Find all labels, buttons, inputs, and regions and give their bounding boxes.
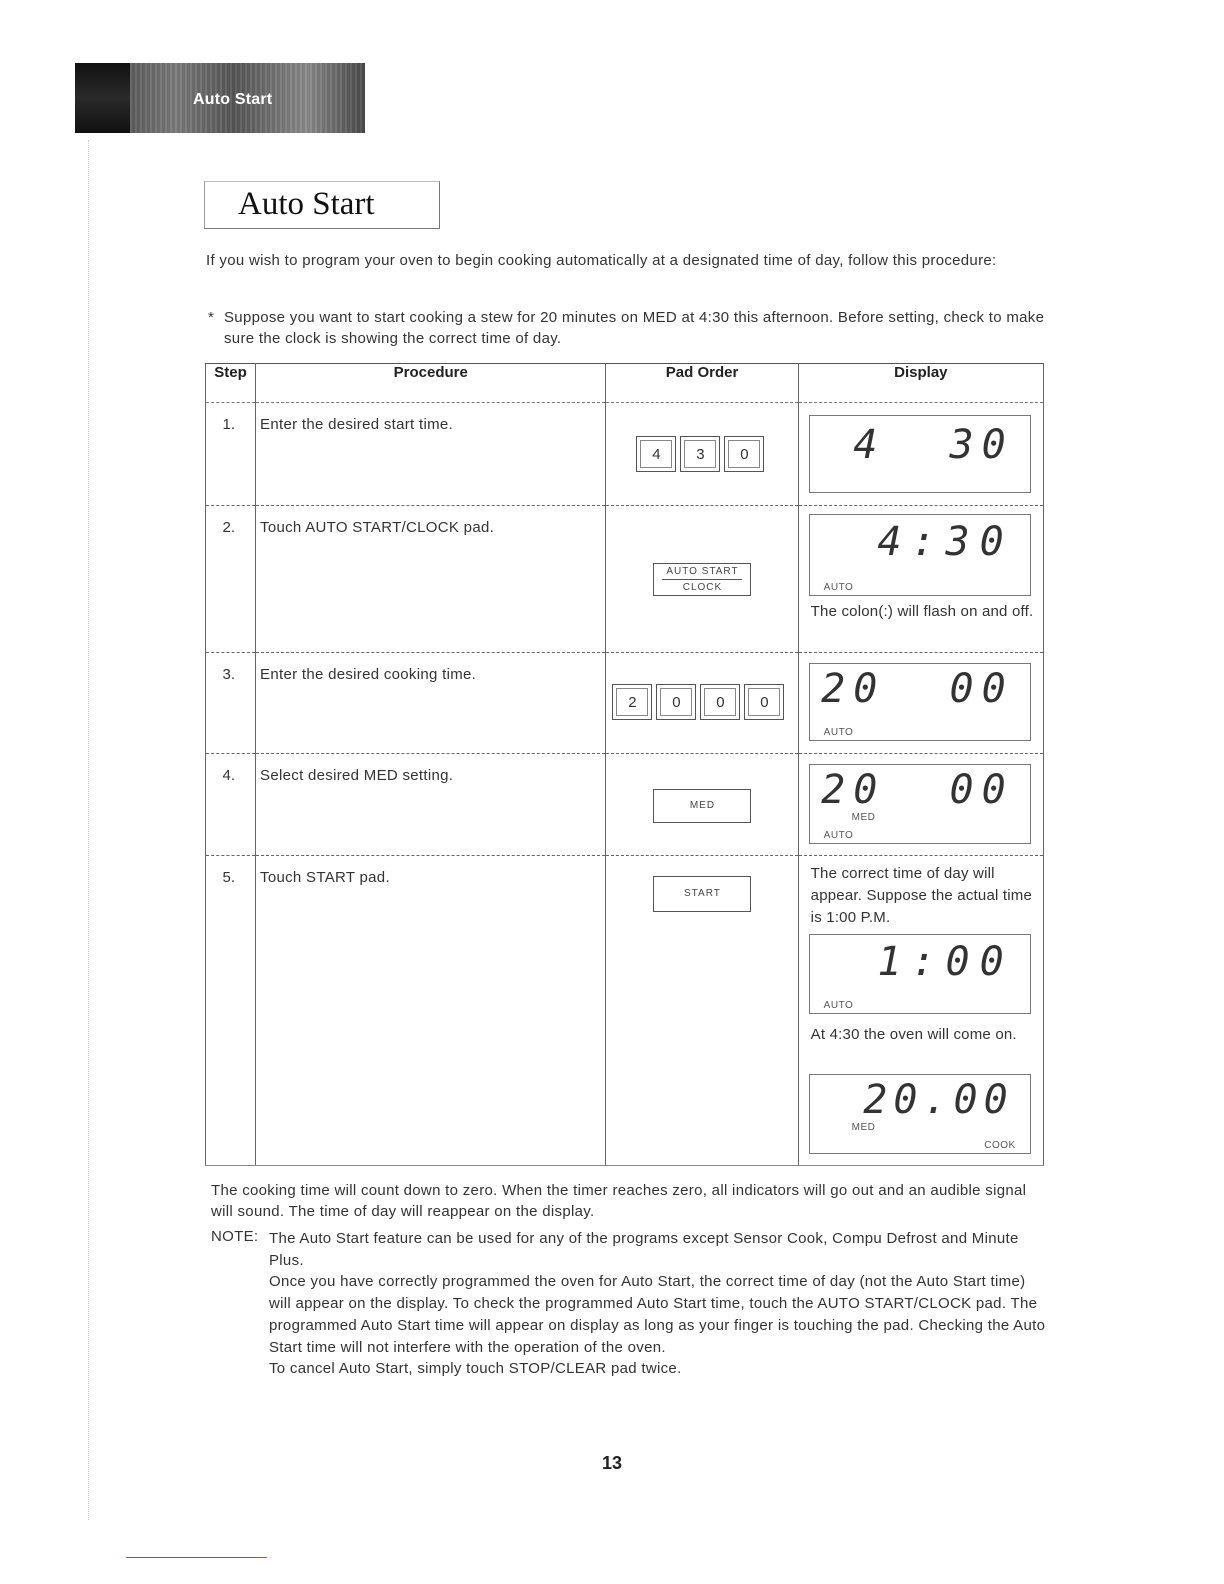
lcd-digits: 4:30 [877,519,1014,565]
display-cell [798,856,1043,1166]
pad-label-top: AUTO START [662,564,742,580]
lcd-display [809,415,1031,493]
step-number: 2. [222,519,236,536]
lcd-display [809,663,1031,741]
procedure-cell [256,754,606,856]
step-number-cell [206,653,256,754]
lcd-digits: 4 30 [853,422,1014,468]
lcd-med-indicator: MED [851,812,876,823]
note-line: The Auto Start feature can be used for any of the programs except Sensor Cook, Compu Defrost and Minute Plus. [269,1230,1019,1269]
display-cell [798,403,1043,506]
procedure-table [205,363,1044,1166]
number-key: 0 [700,684,740,720]
step-number-cell [206,754,256,856]
step-number: 4. [222,767,236,784]
step-number-cell [206,506,256,653]
header-step: Step [206,364,256,403]
step-number: 5. [222,869,236,886]
lcd-display [809,1074,1031,1154]
pad-order-cell [606,506,798,653]
page-title: Auto Start [238,186,375,222]
lcd-digits: 20 00 [821,666,1014,712]
footer-rule [126,1557,267,1558]
lcd-auto-indicator: AUTO [823,830,854,841]
pad-order-cell [606,653,798,754]
number-key: 0 [744,684,784,720]
intro-paragraph: If you wish to program your oven to begin cooking automatically at a designated time of day, follow this procedure: [206,252,997,269]
example-text: Suppose you want to start cooking a stew for 20 minutes on MED at 4:30 this afternoon. Before setting, check to make sure the clock is showing the correct time of day. [224,309,1045,347]
lcd-auto-indicator: AUTO [823,1000,854,1011]
lcd-display [809,514,1031,596]
step-number-cell [206,403,256,506]
number-key: 2 [612,684,652,720]
procedure-text: Enter the desired start time. [260,416,453,433]
countdown-paragraph: The cooking time will count down to zero. When the timer reaches zero, all indicators will go out and an audible signal will sound. The time of day will reappear on the display. [211,1182,1027,1220]
page-edge-dots [88,140,90,1520]
lcd-display [809,764,1031,844]
start-pad: START [653,876,751,912]
step-number-cell [206,856,256,1166]
display-note: At 4:30 the oven will come on. [810,1026,1017,1043]
header-procedure: Procedure [256,364,606,403]
procedure-cell [256,653,606,754]
procedure-cell [256,506,606,653]
note-label: NOTE: [211,1228,259,1245]
number-key: 4 [636,436,676,472]
procedure-cell [256,403,606,506]
lcd-digits: 1:00 [877,939,1014,985]
lcd-cook-indicator: COOK [984,1140,1016,1151]
table-row [206,754,1044,856]
lcd-display [809,934,1031,1014]
table-row [206,403,1044,506]
procedure-text: Enter the desired cooking time. [260,666,477,683]
lcd-med-indicator: MED [851,1122,876,1133]
banner-dark-block [75,63,130,133]
table-row [206,856,1044,1166]
procedure-cell [256,856,606,1166]
auto-start-clock-pad [653,563,751,596]
bullet-asterisk: * [208,309,215,326]
step-number: 1. [222,416,236,433]
procedure-text: Select desired MED setting. [260,767,454,784]
pad-order-cell [606,403,798,506]
lcd-auto-indicator: AUTO [823,582,854,593]
note-line: To cancel Auto Start, simply touch STOP/CLEAR pad twice. [269,1360,682,1378]
keypad-sequence [636,436,764,472]
keypad-sequence [612,684,784,720]
number-key: 3 [680,436,720,472]
table-header-row [206,364,1044,403]
display-cell [798,506,1043,653]
display-note: The correct time of day will appear. Suppose the actual time is 1:00 P.M. [810,865,1033,926]
lcd-digits: 20.00 [863,1077,1014,1123]
note-body [269,1228,1049,1380]
display-note: The colon(:) will flash on and off. [810,603,1034,620]
header-pad-order: Pad Order [606,364,798,403]
lcd-digits: 20 00 [821,767,1014,813]
lcd-auto-indicator: AUTO [823,727,854,738]
note-line: Once you have correctly programmed the oven for Auto Start, the correct time of day (not the Auto Start time) will appear on the display. To check the programmed Auto Start time, touch the AUTO START/CLOCK pad. The programmed Auto Start time will appear on display as long as your finger is touching the pad. Checking the Auto Start time will not interfere with the operation of the oven. [269,1273,1046,1356]
pad-order-cell [606,754,798,856]
section-banner [75,63,365,133]
number-key: 0 [656,684,696,720]
example-paragraph [208,307,1058,349]
step-number: 3. [222,666,236,683]
page-number: 13 [601,1453,623,1473]
procedure-text: Touch START pad. [260,869,390,886]
pad-order-cell [606,856,798,1166]
table-row [206,506,1044,653]
pad-label-bottom: CLOCK [682,582,723,593]
med-pad: MED [653,789,751,823]
header-display: Display [798,364,1043,403]
display-cell [798,754,1043,856]
table-row [206,653,1044,754]
banner-label: Auto Start [193,91,273,108]
display-cell [798,653,1043,754]
procedure-text: Touch AUTO START/CLOCK pad. [260,519,495,536]
number-key: 0 [724,436,764,472]
